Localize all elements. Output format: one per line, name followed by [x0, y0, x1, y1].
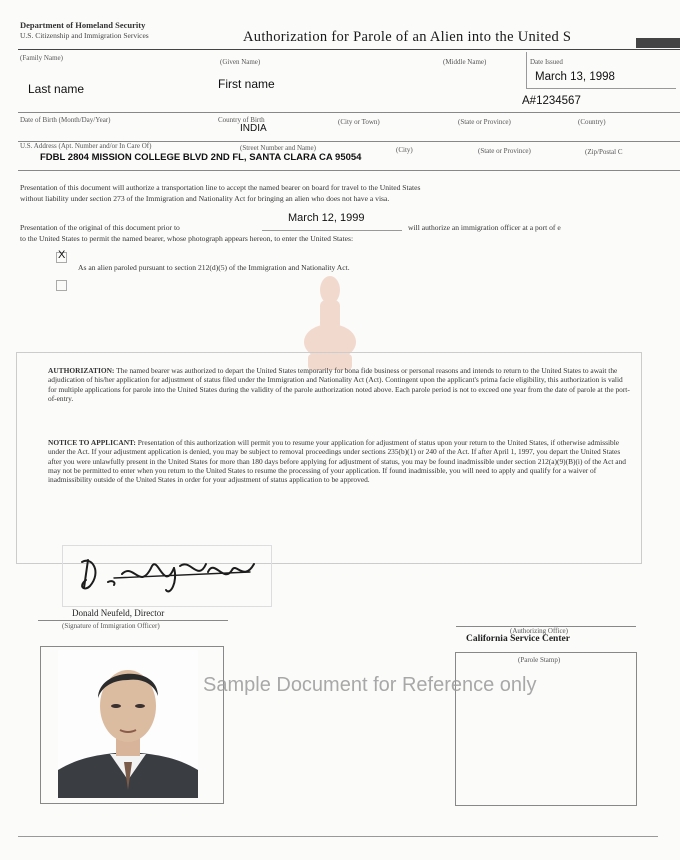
signature-icon [74, 552, 264, 598]
a-number-value: A#1234567 [522, 95, 581, 107]
checkbox-mark: X [58, 249, 66, 261]
stamp-label: (Parole Stamp) [518, 656, 561, 664]
document-title: Authorization for Parole of an Alien into the United S [243, 29, 572, 45]
office-value: California Service Center [466, 634, 570, 644]
para1-line2: without liability under section 273 of the Immigration and Nationality Act for bringing an alien who does not have a visa. [20, 194, 390, 203]
para2-date-underline [262, 230, 402, 231]
row3-rule [18, 170, 680, 171]
address-value: FDBL 2804 MISSION COLLEGE BLVD 2ND FL, SANTA CLARA CA 95054 [40, 152, 362, 163]
dob-label: Date of Birth (Month/Day/Year) [20, 116, 111, 124]
agency-line-2: U.S. Citizenship and Immigration Services [20, 31, 149, 40]
authorization-paragraph [48, 366, 630, 403]
row1-rule [18, 112, 680, 113]
para2-start: Presentation of the original of this document prior to [20, 223, 180, 232]
checkbox1-text: As an alien paroled pursuant to section 212(d)(5) of the Immigration and Nationality Act. [78, 263, 350, 272]
us-address-label: U.S. Address (Apt. Number and/or In Care Of) [20, 142, 152, 150]
para2-end: will authorize an immigration officer at a port of e [408, 223, 561, 232]
bottom-rule [18, 836, 658, 837]
date-issued-value: March 13, 1998 [535, 71, 615, 83]
given-name-value: First name [218, 77, 275, 91]
date-box-rule [526, 88, 676, 89]
signature-label: (Signature of Immigration Officer) [62, 622, 160, 630]
office-label: (Authorizing Office) [510, 627, 568, 635]
agency-line-1: Department of Homeland Security [20, 20, 146, 30]
para2-line2: to the United States to permit the named bearer, whose photograph appears hereon, to enter the United States: [20, 234, 354, 243]
city2-label: (City) [396, 146, 413, 154]
header-rule [18, 49, 680, 50]
para1-line1: Presentation of this document will authorize a transportation line to accept the named bearer on board for travel to the United States [20, 183, 421, 192]
auth-text: The named bearer was authorized to depart the United States temporarily for bona fide business or personal reasons and intends to return to the United States to await the adjudication of his/her application for adjustment of status filed under the Immigration and Nationality Act (Act). Contingent upon the applicant's prima facie eligibility, this authorization is valid for multiple applications for parole into the United States during the validity of the parole authorization noted above. Each parole period is not to exceed one year from the date of parole at the port-of-entry. [48, 366, 630, 403]
date-box-divider [526, 52, 527, 88]
state2-label: (State or Province) [478, 147, 531, 155]
signature-rule [38, 620, 228, 621]
sample-watermark: Sample Document for Reference only [203, 674, 537, 696]
family-name-value: Last name [28, 82, 85, 96]
family-name-label: (Family Name) [20, 54, 63, 62]
bearer-photo-icon [58, 650, 198, 798]
notice-text: Presentation of this authorization will permit you to resume your application for adjustment of status upon your return to the United States, if otherwise admissible under the Act. If your adjustment application is denied, you may be subject to removal proceedings under sections 235(b)(1) or 240 of the Act. If after April 1, 1997, you depart the United States after you were unlawfully present in the United States for more than 180 days before applying for adjustment of status, you may be found inadmissible under section 212(a)(9)(B)(i) of the Act and may not be permitted to enter when you return to the United States to resume the processing of your application. If found inadmissible, you will need to apply and qualify for a waiver of inadmissibility outside of the United States in order for your adjustment of status application to be approved. [48, 438, 626, 485]
given-name-label: (Given Name) [220, 58, 261, 66]
city-label: (City or Town) [338, 118, 380, 126]
street-label: (Street Number and Name) [240, 144, 316, 152]
signer-name: Donald Neufeld, Director [72, 608, 165, 618]
notice-heading: NOTICE TO APPLICANT: [48, 438, 136, 447]
auth-heading: AUTHORIZATION: [48, 366, 115, 375]
para2-date: March 12, 1999 [288, 212, 365, 224]
country-label: (Country) [578, 118, 606, 126]
state-label: (State or Province) [458, 118, 511, 126]
header-corner-mark [636, 38, 680, 48]
zip-label: (Zip/Postal C [585, 148, 623, 156]
notice-paragraph [48, 438, 630, 484]
country-birth-value: INDIA [240, 123, 267, 134]
checkbox-empty[interactable] [56, 280, 67, 291]
middle-name-label: (Middle Name) [443, 58, 487, 66]
date-issued-label: Date Issued [530, 58, 563, 66]
country-birth-label: Country of Birth [218, 116, 265, 124]
